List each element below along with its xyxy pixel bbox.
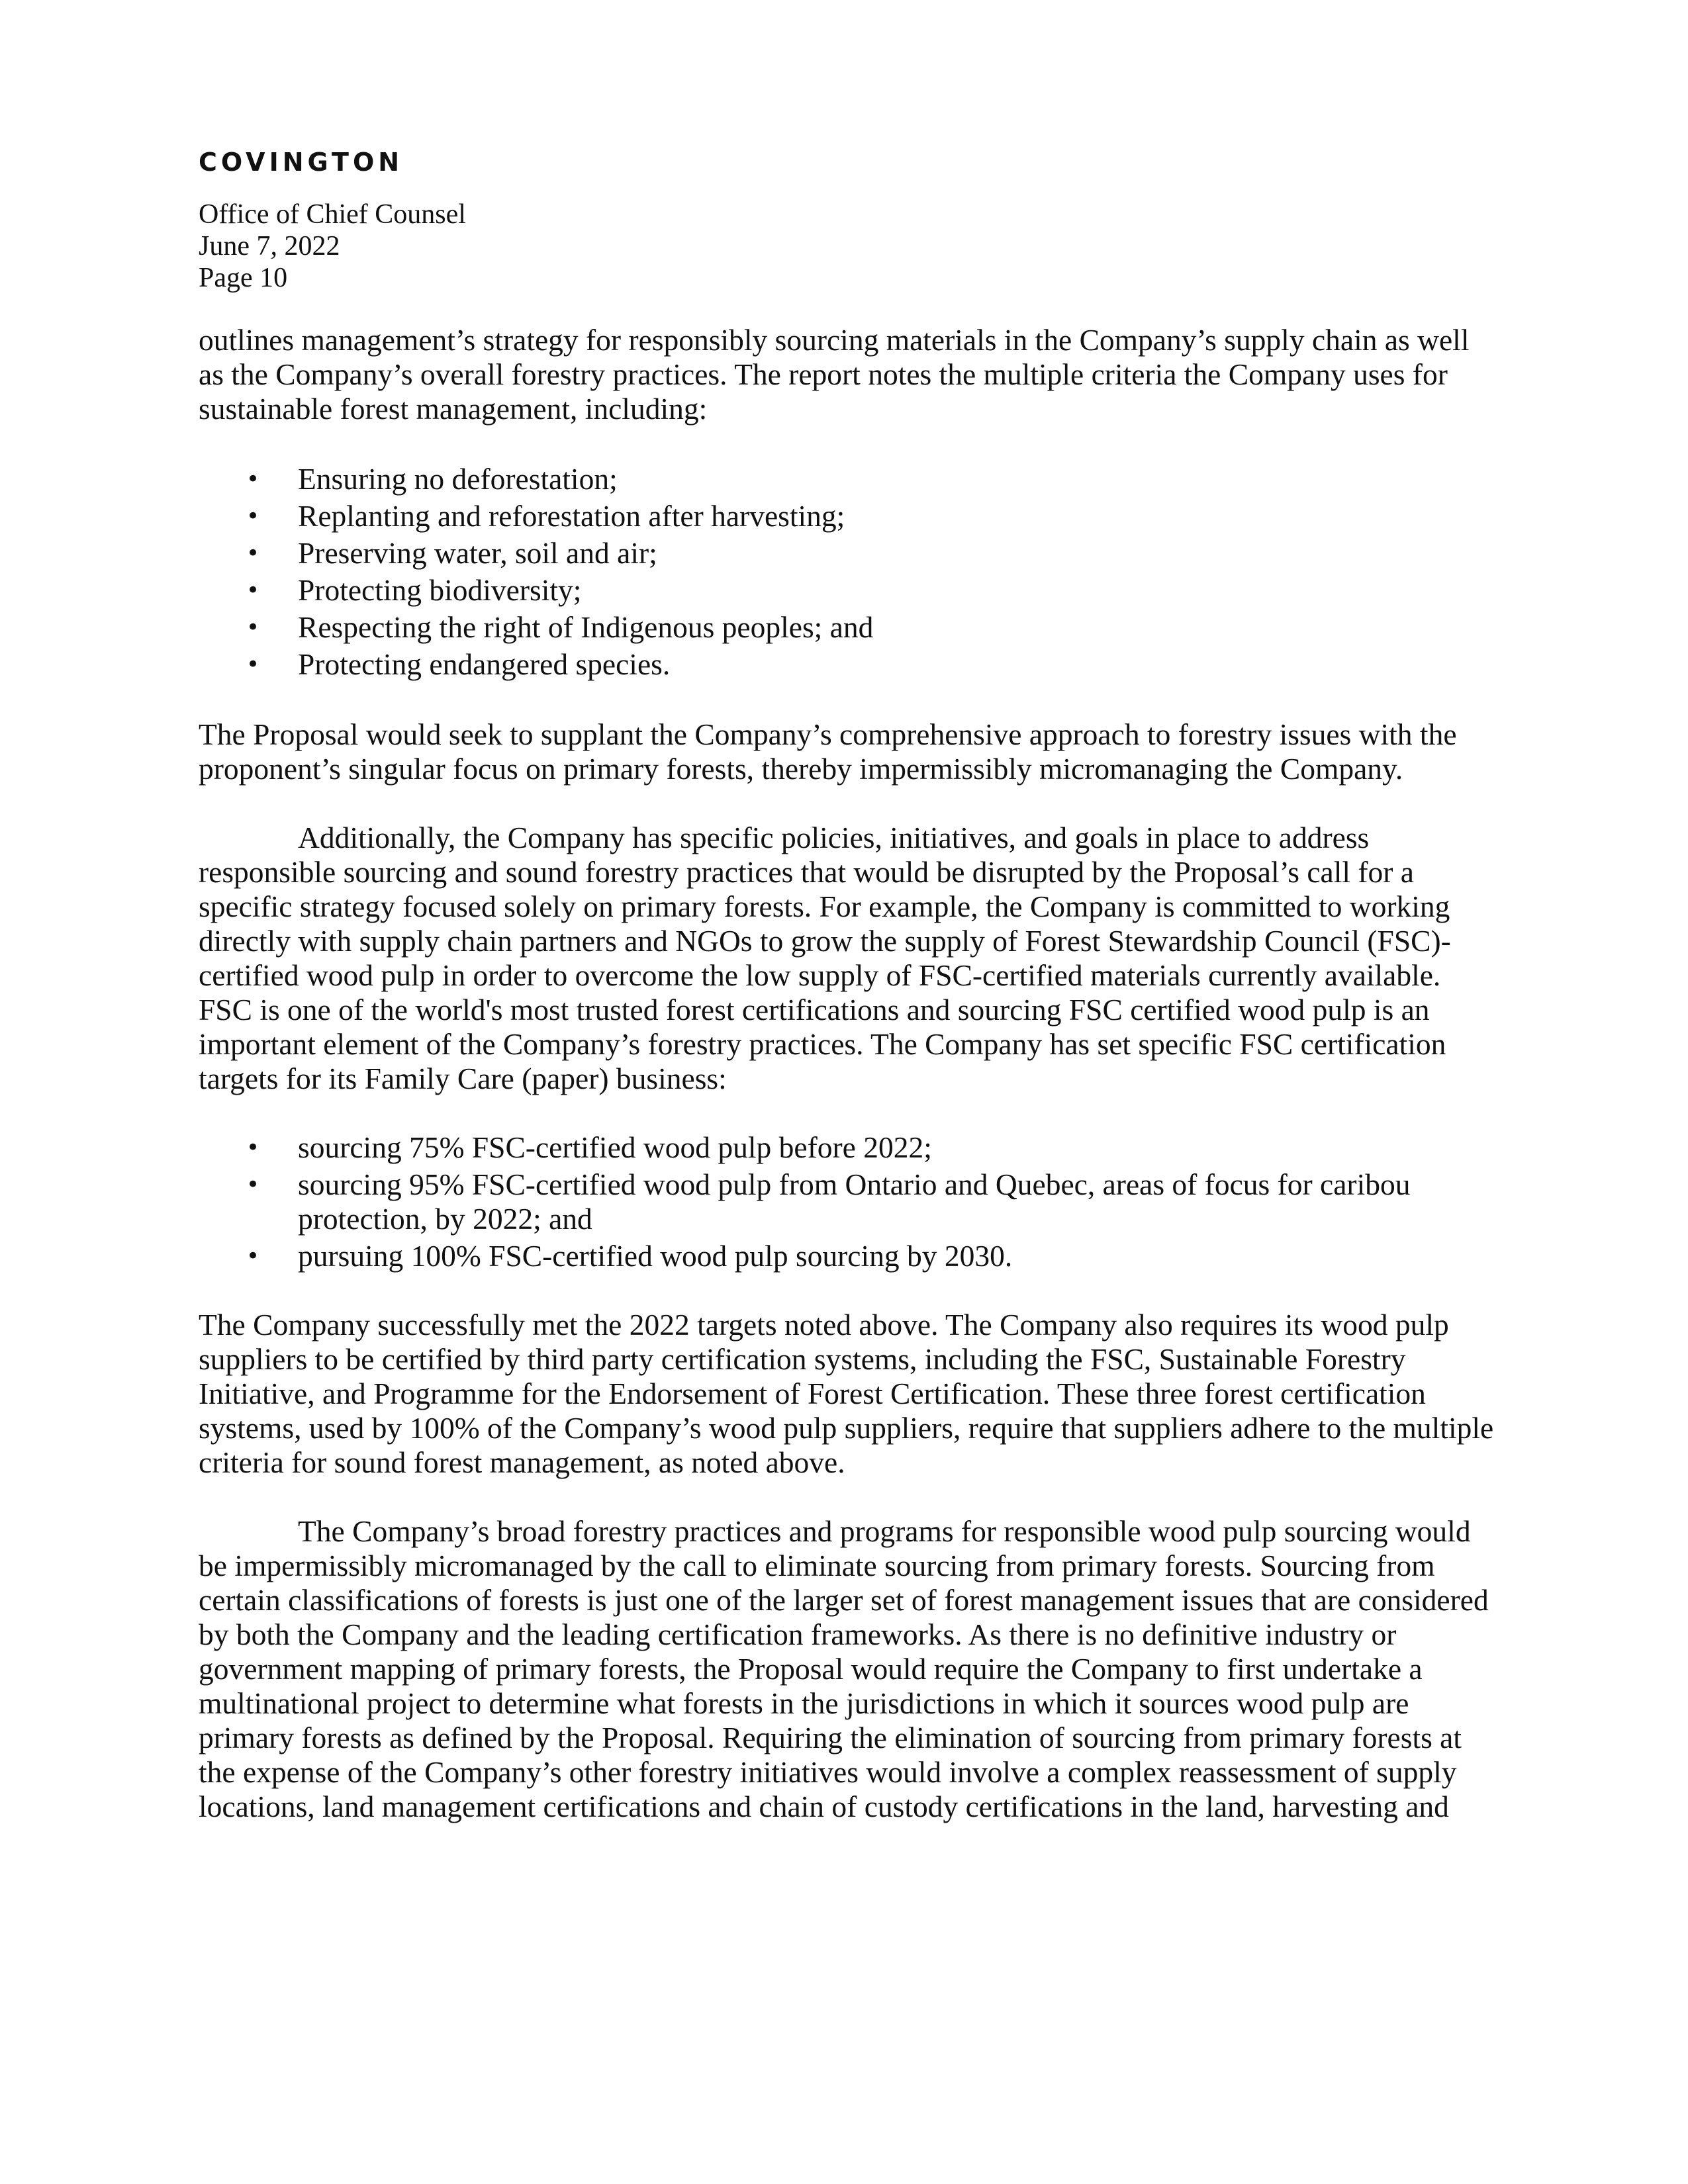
paragraph-micromanaged: The Company’s broad forestry practices and programs for responsible wood pulp sourcing would be impermissibly micromanaged by the call to eliminate sourcing from primary forests. Sourcing from certain classifications of forests is just one of the larger set of forest management issues that are considered by both the Company and the leading certification frameworks. As there is no definitive industry or government mapping of primary forests, the Proposal would require the Company to first undertake a multinational project to determine what forests in the jurisdictions in which it sources wood pulp are primary forests as defined by the Proposal. Requiring the elimination of sourcing from primary forests at the expense of the Company’s other forestry initiatives would involve a complex reassessment of supply locations, land management certifications and chain of custody certifications in the land, harvesting and (199, 1514, 1489, 1823)
bullet-icon: • (246, 614, 260, 641)
bullet-icon: • (246, 466, 260, 492)
paragraph-targets-met: The Company successfully met the 2022 targets noted above. The Company also requires its wood pulp suppliers to be certified by third party certification systems, including the FSC, Sustainable Forestry Initiative, and Programme for the Endorsement of Forest Certification. These three forest certification systems, used by 100% of the Company’s wood pulp suppliers, require that suppliers adhere to the multiple criteria for sound forest management, as noted above. (199, 1308, 1494, 1479)
list-item (199, 572, 1496, 609)
list-item-text: Replanting and reforestation after harvesting; (298, 499, 845, 533)
list-item (199, 1239, 1496, 1273)
list-item-text: sourcing 95% FSC-certified wood pulp from Ontario and Quebec, areas of focus for caribou protection, by 2022; and (298, 1167, 1411, 1236)
list-item-text: pursuing 100% FSC-certified wood pulp sourcing by 2030. (298, 1239, 1013, 1273)
bullet-icon: • (246, 503, 260, 529)
document-page (199, 147, 1496, 1858)
list-item (199, 1167, 1496, 1236)
recipient-line: Office of Chief Counsel (199, 199, 466, 230)
bullet-icon: • (246, 577, 260, 604)
page-number: Page 10 (199, 263, 288, 293)
paragraph-continuation: outlines management’s strategy for responsibly sourcing materials in the Company’s supply chain as well as the Company’s overall forestry practices. The report notes the multiple criteria the Company uses for sustainable forest management, including: (199, 323, 1470, 426)
list-item-text: Protecting endangered species. (298, 647, 671, 681)
bullet-icon: • (246, 1171, 260, 1198)
list-item-text: Ensuring no deforestation; (298, 462, 618, 496)
list-item (199, 535, 1496, 572)
paragraph-specific-policies: Additionally, the Company has specific policies, initiatives, and goals in place to address responsible sourcing and sound forestry practices that would be disrupted by the Proposal’s call for a specific strategy focused solely on primary forests. For example, the Company is committed to working directly with supply chain partners and NGOs to grow the supply of Forest Stewardship Council (FSC)-certified wood pulp in order to overcome the low supply of FSC-certified materials currently available. FSC is one of the world's most trusted forest certifications and sourcing FSC certified wood pulp is an important element of the Company’s forestry practices. The Company has set specific FSC certification targets for its Family Care (paper) business: (199, 821, 1451, 1095)
letter-header (199, 199, 1496, 294)
list-item (199, 1130, 1496, 1165)
list-item (199, 498, 1496, 535)
bullet-icon: • (246, 1134, 260, 1161)
list-item-text: Protecting biodiversity; (298, 573, 582, 607)
paragraph-proposal-supplant: The Proposal would seek to supplant the Company’s comprehensive approach to forestry issues with the proponent’s singular focus on primary forests, thereby impermissibly micromanaging the Company. (199, 717, 1457, 786)
firm-logo: COVINGTON (199, 148, 404, 177)
bullet-icon: • (246, 540, 260, 567)
bullet-icon: • (246, 651, 260, 678)
list-item (199, 646, 1496, 683)
fsc-targets-list (199, 1130, 1496, 1273)
criteria-list (199, 461, 1496, 683)
list-item-text: Preserving water, soil and air; (298, 536, 657, 570)
list-item-text: Respecting the right of Indigenous peoples; and (298, 610, 874, 644)
list-item (199, 609, 1496, 646)
date-line: June 7, 2022 (199, 231, 340, 261)
bullet-icon: • (246, 1243, 260, 1269)
list-item (199, 461, 1496, 498)
list-item-text: sourcing 75% FSC-certified wood pulp before 2022; (298, 1130, 932, 1164)
